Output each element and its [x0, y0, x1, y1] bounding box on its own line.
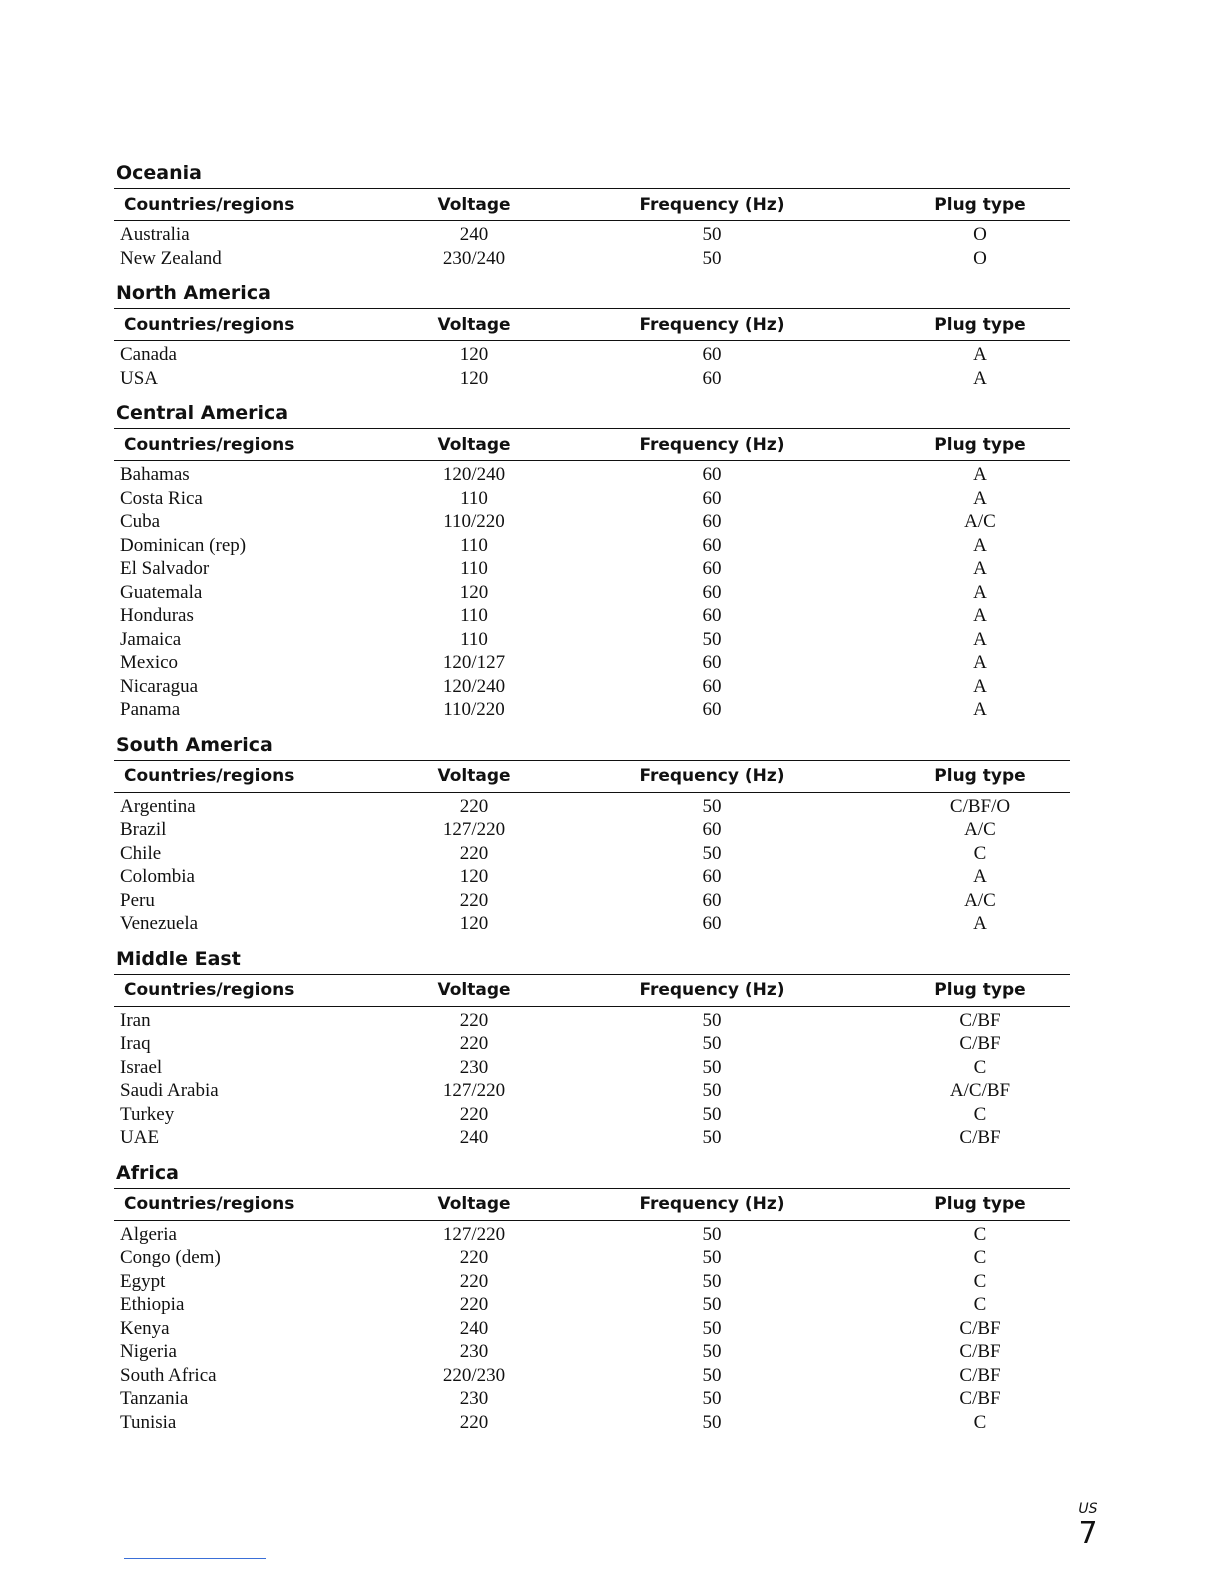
cell-frequency: 60: [702, 581, 722, 603]
cell-country: Jamaica: [120, 628, 182, 650]
cell-frequency: 50: [702, 1411, 722, 1433]
cell-plug: C: [973, 1103, 987, 1125]
cell-voltage: 220: [459, 1009, 489, 1031]
column-header-voltage: Voltage: [414, 974, 534, 1006]
table-row: [114, 604, 1070, 628]
spec-table: [114, 428, 1070, 722]
column-header-plug: Plug type: [890, 309, 1070, 341]
table-row: [114, 1340, 1070, 1364]
cell-voltage: 220/230: [442, 1364, 506, 1386]
cell-frequency: 60: [702, 675, 722, 697]
table-header-row: [114, 309, 1070, 341]
page-number-block: [1074, 1500, 1102, 1550]
column-header-voltage: Voltage: [414, 309, 534, 341]
spec-table: [114, 974, 1070, 1150]
cell-frequency: 60: [702, 558, 722, 579]
cell-voltage: 120: [459, 367, 489, 389]
cell-country: Bahamas: [120, 464, 190, 485]
cell-country: Costa Rica: [120, 487, 203, 509]
cell-country: Mexico: [120, 652, 179, 673]
column-header-voltage: Voltage: [414, 189, 534, 221]
cell-voltage: 120/240: [442, 675, 506, 697]
cell-plug: A: [973, 605, 987, 626]
cell-plug: C: [973, 1411, 987, 1433]
cell-plug: C: [973, 1056, 987, 1078]
cell-frequency: 50: [702, 1056, 722, 1078]
cell-frequency: 50: [702, 1223, 722, 1245]
cell-country: Chile: [120, 842, 162, 864]
cell-voltage: 220: [459, 1033, 489, 1054]
cell-frequency: 50: [702, 247, 722, 269]
cell-plug: C/BF: [959, 1364, 1001, 1386]
column-header-plug: Plug type: [890, 974, 1070, 1006]
table-row: [114, 651, 1070, 675]
cell-frequency: 50: [702, 1103, 722, 1125]
cell-plug: A/C/BF: [949, 1080, 1011, 1101]
cell-plug: A/C: [964, 819, 996, 840]
cell-plug: A: [973, 344, 987, 365]
column-header-voltage: Voltage: [414, 1188, 534, 1220]
cell-country: Saudi Arabia: [120, 1080, 219, 1101]
cell-plug: A: [973, 699, 987, 720]
table-row: [114, 1293, 1070, 1317]
cell-frequency: 50: [702, 1247, 722, 1268]
table-header-row: [114, 429, 1070, 461]
table-row: [114, 1126, 1070, 1150]
table-row: [114, 865, 1070, 889]
cell-voltage: 120: [459, 344, 489, 365]
table-row: [114, 889, 1070, 913]
section-title: South America: [116, 733, 273, 756]
cell-plug: C/BF: [959, 1317, 1001, 1339]
cell-frequency: 60: [702, 866, 722, 887]
cell-country: Nicaragua: [120, 675, 199, 697]
spec-table: [114, 1188, 1070, 1435]
cell-country: Israel: [120, 1056, 163, 1078]
table-row: [114, 912, 1070, 936]
cell-country: Kenya: [120, 1317, 170, 1339]
cell-voltage: 240: [459, 1127, 489, 1148]
column-header-country: Countries/regions: [114, 429, 414, 461]
table-row: [114, 792, 1070, 818]
footer-rule: [124, 1558, 266, 1559]
table-row: [114, 698, 1070, 722]
cell-plug: C/BF: [959, 1127, 1001, 1148]
cell-plug: A: [973, 367, 987, 389]
column-header-frequency: Frequency (Hz): [534, 309, 890, 341]
cell-voltage: 220: [459, 889, 489, 911]
cell-frequency: 50: [702, 1317, 722, 1339]
voltage-table-page: [114, 158, 1070, 1442]
cell-voltage: 127/220: [442, 1080, 506, 1101]
cell-plug: C: [973, 1270, 987, 1292]
cell-frequency: 50: [702, 1270, 722, 1292]
table-row: [114, 628, 1070, 652]
column-header-country: Countries/regions: [114, 760, 414, 792]
cell-frequency: 60: [702, 699, 722, 720]
cell-voltage: 220: [459, 1270, 489, 1292]
cell-voltage: 120: [459, 866, 489, 887]
cell-frequency: 60: [702, 534, 722, 556]
cell-plug: A: [973, 558, 987, 579]
cell-country: USA: [120, 367, 159, 389]
page-language-code: US: [1078, 1501, 1098, 1517]
cell-country: Ethiopia: [120, 1294, 185, 1315]
section-title: North America: [116, 282, 271, 304]
cell-frequency: 50: [702, 842, 722, 864]
column-header-frequency: Frequency (Hz): [534, 1188, 890, 1220]
cell-frequency: 50: [702, 1080, 722, 1101]
table-row: [114, 1032, 1070, 1056]
cell-plug: C: [973, 842, 987, 864]
cell-country: Turkey: [120, 1103, 175, 1125]
cell-voltage: 220: [459, 842, 489, 864]
column-header-voltage: Voltage: [414, 760, 534, 792]
table-row: [114, 1270, 1070, 1294]
cell-frequency: 60: [702, 487, 722, 509]
cell-voltage: 120/240: [442, 464, 506, 485]
table-row: [114, 1246, 1070, 1270]
cell-plug: C/BF: [959, 1388, 1001, 1409]
cell-frequency: 50: [702, 1341, 722, 1362]
table-row: [114, 1056, 1070, 1080]
column-header-plug: Plug type: [890, 1188, 1070, 1220]
table-header-row: [114, 1188, 1070, 1220]
cell-country: Panama: [120, 699, 181, 720]
spec-table: [114, 308, 1070, 390]
cell-country: New Zealand: [120, 247, 222, 269]
cell-plug: C/BF: [959, 1009, 1001, 1031]
cell-country: Argentina: [120, 795, 196, 817]
column-header-frequency: Frequency (Hz): [534, 189, 890, 221]
table-row: [114, 1364, 1070, 1388]
cell-frequency: 60: [702, 889, 722, 911]
column-header-plug: Plug type: [890, 189, 1070, 221]
cell-voltage: 110: [460, 487, 488, 509]
cell-country: Canada: [120, 344, 177, 365]
cell-voltage: 230: [459, 1341, 489, 1362]
cell-plug: C: [973, 1294, 987, 1315]
table-row: [114, 818, 1070, 842]
table-row: [114, 534, 1070, 558]
cell-plug: A: [973, 534, 987, 556]
cell-plug: A: [973, 628, 987, 650]
cell-voltage: 220: [459, 1103, 489, 1125]
cell-frequency: 50: [702, 1294, 722, 1315]
cell-voltage: 110: [460, 558, 488, 579]
page-number: 7: [1078, 1516, 1098, 1551]
cell-frequency: 50: [702, 1033, 722, 1054]
cell-voltage: 110: [460, 605, 488, 626]
cell-country: Dominican (rep): [120, 534, 247, 556]
cell-country: Iran: [120, 1009, 151, 1031]
spec-table: [114, 760, 1070, 936]
cell-frequency: 60: [702, 819, 722, 840]
cell-plug: A: [973, 913, 987, 934]
cell-frequency: 60: [702, 367, 722, 389]
section-title: Oceania: [116, 162, 202, 184]
cell-voltage: 220: [459, 1294, 489, 1315]
cell-frequency: 50: [702, 795, 722, 817]
cell-country: Tunisia: [120, 1411, 177, 1433]
cell-plug: O: [973, 224, 987, 245]
table-row: [114, 581, 1070, 605]
cell-frequency: 50: [702, 1388, 722, 1409]
cell-country: UAE: [120, 1127, 160, 1148]
cell-country: Peru: [120, 889, 155, 911]
cell-country: Congo (dem): [120, 1247, 221, 1268]
cell-country: Brazil: [120, 819, 167, 840]
cell-frequency: 50: [702, 1364, 722, 1386]
cell-plug: C/BF: [959, 1033, 1001, 1054]
table-row: [114, 557, 1070, 581]
cell-country: Iraq: [120, 1033, 151, 1054]
cell-country: Algeria: [120, 1223, 177, 1245]
cell-plug: A: [973, 866, 987, 887]
cell-country: El Salvador: [120, 558, 210, 579]
cell-country: South Africa: [120, 1364, 217, 1386]
table-row: [114, 510, 1070, 534]
column-header-plug: Plug type: [890, 760, 1070, 792]
table-row: [114, 1317, 1070, 1341]
column-header-voltage: Voltage: [414, 429, 534, 461]
cell-voltage: 230/240: [442, 247, 506, 269]
table-row: [114, 842, 1070, 866]
column-header-frequency: Frequency (Hz): [534, 429, 890, 461]
table-row: [114, 247, 1070, 271]
cell-frequency: 60: [702, 652, 722, 673]
cell-plug: C/BF/O: [949, 795, 1011, 817]
cell-voltage: 110/220: [443, 511, 505, 532]
column-header-country: Countries/regions: [114, 309, 414, 341]
cell-frequency: 60: [702, 511, 722, 532]
table-header-row: [114, 760, 1070, 792]
cell-voltage: 120: [459, 913, 489, 934]
cell-frequency: 60: [702, 344, 722, 365]
cell-plug: A: [973, 464, 987, 485]
table-row: [114, 461, 1070, 487]
cell-frequency: 60: [702, 605, 722, 626]
table-row: [114, 675, 1070, 699]
cell-frequency: 60: [702, 464, 722, 485]
cell-voltage: 220: [459, 1247, 489, 1268]
section-title: Africa: [116, 1161, 179, 1184]
cell-plug: A: [973, 581, 987, 603]
table-header-row: [114, 189, 1070, 221]
section-title: Middle East: [116, 947, 241, 970]
cell-country: Egypt: [120, 1270, 166, 1292]
table-row: [114, 1103, 1070, 1127]
table-row: [114, 341, 1070, 367]
cell-voltage: 230: [459, 1388, 489, 1409]
table-row: [114, 1411, 1070, 1435]
cell-voltage: 240: [459, 224, 489, 245]
cell-country: Colombia: [120, 866, 195, 887]
table-row: [114, 1220, 1070, 1246]
cell-voltage: 230: [459, 1056, 489, 1078]
column-header-country: Countries/regions: [114, 974, 414, 1006]
column-header-frequency: Frequency (Hz): [534, 974, 890, 1006]
cell-voltage: 110/220: [443, 699, 505, 720]
cell-voltage: 240: [459, 1317, 489, 1339]
cell-country: Nigeria: [120, 1341, 177, 1362]
cell-plug: A: [973, 675, 987, 697]
cell-country: Cuba: [120, 511, 161, 532]
cell-plug: C: [973, 1223, 987, 1245]
cell-voltage: 120/127: [442, 652, 506, 673]
column-header-country: Countries/regions: [114, 1188, 414, 1220]
cell-plug: C: [973, 1247, 987, 1268]
table-row: [114, 221, 1070, 247]
table-header-row: [114, 974, 1070, 1006]
spec-table: [114, 188, 1070, 270]
cell-country: Tanzania: [120, 1388, 189, 1409]
cell-country: Venezuela: [120, 913, 199, 934]
cell-plug: A/C: [964, 511, 996, 532]
cell-voltage: 220: [459, 1411, 489, 1433]
table-row: [114, 1387, 1070, 1411]
cell-plug: O: [973, 247, 987, 269]
table-row: [114, 1079, 1070, 1103]
table-row: [114, 1006, 1070, 1032]
cell-voltage: 110: [460, 628, 488, 650]
cell-voltage: 220: [459, 795, 489, 817]
cell-voltage: 127/220: [442, 819, 506, 840]
cell-country: Honduras: [120, 605, 194, 626]
cell-plug: C/BF: [959, 1341, 1001, 1362]
cell-frequency: 50: [702, 224, 722, 245]
cell-country: Australia: [120, 224, 190, 245]
column-header-country: Countries/regions: [114, 189, 414, 221]
section-title: Central America: [116, 402, 289, 424]
cell-frequency: 50: [702, 1127, 722, 1148]
cell-plug: A: [973, 652, 987, 673]
cell-frequency: 50: [702, 628, 722, 650]
column-header-frequency: Frequency (Hz): [534, 760, 890, 792]
table-row: [114, 367, 1070, 391]
cell-country: Guatemala: [120, 581, 203, 603]
table-row: [114, 487, 1070, 511]
cell-voltage: 110: [460, 534, 488, 556]
cell-plug: A/C: [964, 889, 996, 911]
cell-voltage: 120: [459, 581, 489, 603]
cell-plug: A: [973, 487, 987, 509]
cell-frequency: 60: [702, 913, 722, 934]
cell-voltage: 127/220: [442, 1223, 506, 1245]
cell-frequency: 50: [702, 1009, 722, 1031]
column-header-plug: Plug type: [890, 429, 1070, 461]
